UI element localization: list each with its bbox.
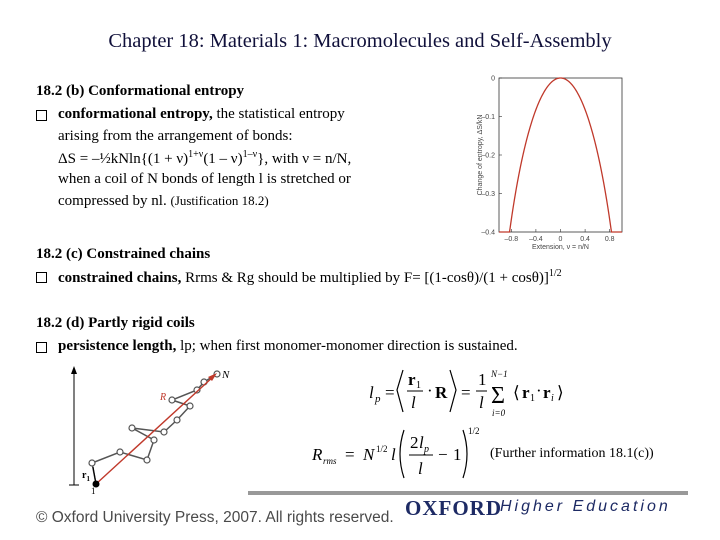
section-d-heading: 18.2 (d) Partly rigid coils bbox=[36, 315, 195, 331]
section-b-line4: when a coil of N bonds of length l is stretched or bbox=[58, 171, 351, 187]
chart-frame bbox=[499, 78, 622, 232]
svg-text:1: 1 bbox=[453, 445, 462, 464]
section-d-line: persistence length, lp; when first monomer-monomer direction is sustained. bbox=[58, 338, 518, 354]
higher-education-logo: Higher Education bbox=[500, 498, 671, 515]
svg-text:i: i bbox=[551, 393, 554, 404]
x-tick-label: 0.8 bbox=[604, 236, 615, 243]
svg-text:l: l bbox=[411, 393, 416, 412]
copyright-notice: © Oxford University Press, 2007. All rights reserved. bbox=[36, 509, 394, 526]
svg-text:l: l bbox=[369, 383, 374, 402]
oxford-logo: OXFORD bbox=[405, 496, 502, 520]
svg-text:1: 1 bbox=[530, 393, 535, 404]
svg-text:1: 1 bbox=[416, 380, 421, 391]
y-tick-label: –0.3 bbox=[481, 191, 495, 198]
persistence-length-equation bbox=[365, 364, 590, 418]
section-b-line2: arising from the arrangement of bonds: bbox=[58, 128, 293, 144]
svg-text:⟩: ⟩ bbox=[557, 383, 564, 402]
label-N: N bbox=[222, 369, 230, 381]
svg-text:N: N bbox=[363, 445, 375, 464]
y-tick-label: –0.2 bbox=[481, 152, 495, 160]
section-b-heading: 18.2 (b) Conformational entropy bbox=[36, 83, 245, 99]
svg-text:·: · bbox=[536, 381, 542, 400]
svg-text:=: = bbox=[461, 383, 471, 402]
entropy-equation: ΔS = –½kNln{(1 + ν)$^{1+\nu}$(1 – ν)$^{1-\nu}$}, with ν = n/N, bbox=[58, 149, 352, 167]
y-tick-label: 0 bbox=[491, 75, 495, 83]
svg-text:l: l bbox=[418, 459, 423, 478]
y-tick-label: –0.1 bbox=[481, 114, 495, 121]
section-c-heading: 18.2 (c) Constrained chains bbox=[36, 246, 211, 262]
svg-text:⟨: ⟨ bbox=[513, 383, 520, 402]
bullet-icon bbox=[36, 110, 47, 121]
footer-divider bbox=[248, 491, 688, 495]
svg-text:r: r bbox=[543, 383, 551, 402]
x-tick-label: –0.8 bbox=[504, 236, 519, 243]
section-b-line1: conformational entropy, the statistical entropy bbox=[58, 106, 345, 122]
x-tick-label: 0 bbox=[558, 236, 563, 243]
x-tick-label: –0.4 bbox=[529, 236, 543, 243]
svg-text:Σ: Σ bbox=[491, 383, 505, 409]
svg-text:=: = bbox=[385, 383, 395, 402]
svg-text:l: l bbox=[391, 445, 396, 464]
section-c-line: constrained chains, Rrms & Rg should be multiplied by $F= [(1-\cos\theta)/(1 + \cos\theta)]^{1/2}$ bbox=[58, 268, 562, 286]
entropy-chart bbox=[474, 68, 634, 250]
term-conformational-entropy: conformational entropy, bbox=[58, 106, 213, 122]
x-tick-label: 0.4 bbox=[580, 236, 590, 243]
y-axis-label: Change of entropy, ΔS/kN bbox=[477, 114, 484, 196]
svg-text:rms: rms bbox=[323, 456, 337, 466]
svg-text:1/2: 1/2 bbox=[376, 444, 388, 454]
svg-text:2: 2 bbox=[410, 433, 419, 452]
svg-text:l: l bbox=[419, 433, 424, 452]
bullet-icon bbox=[36, 272, 47, 283]
svg-text:p: p bbox=[424, 444, 429, 455]
label-1: 1 bbox=[91, 486, 96, 495]
svg-text:r: r bbox=[522, 383, 530, 402]
y-tick-label: –0.4 bbox=[481, 229, 495, 237]
svg-text:l: l bbox=[479, 393, 484, 412]
section-b-line5: compressed by nl. (Justification 18.2) bbox=[58, 193, 269, 209]
svg-text:1/2: 1/2 bbox=[468, 426, 480, 436]
persistence-length-diagram bbox=[62, 360, 232, 495]
rrms-equation bbox=[310, 422, 485, 482]
svg-text:1: 1 bbox=[478, 370, 487, 389]
svg-text:R: R bbox=[312, 445, 323, 464]
svg-text:−: − bbox=[438, 445, 448, 464]
svg-text:i=0: i=0 bbox=[492, 408, 506, 418]
page-title: Chapter 18: Materials 1: Macromolecules and Self-Assembly bbox=[108, 30, 612, 52]
label-r1: $r_1$ bbox=[82, 470, 90, 483]
svg-text:R: R bbox=[435, 383, 448, 402]
svg-text:=: = bbox=[345, 445, 355, 464]
svg-text:r: r bbox=[408, 370, 416, 389]
x-axis-label: Extension, ν = n/N bbox=[531, 244, 590, 250]
bullet-icon bbox=[36, 342, 47, 353]
further-information: (Further information 18.1(c)) bbox=[490, 446, 654, 461]
svg-text:N−1: N−1 bbox=[491, 369, 508, 379]
entropy-curve bbox=[499, 78, 622, 232]
label-R: R bbox=[160, 392, 167, 403]
svg-text:·: · bbox=[427, 381, 433, 400]
svg-text:p: p bbox=[375, 393, 381, 405]
